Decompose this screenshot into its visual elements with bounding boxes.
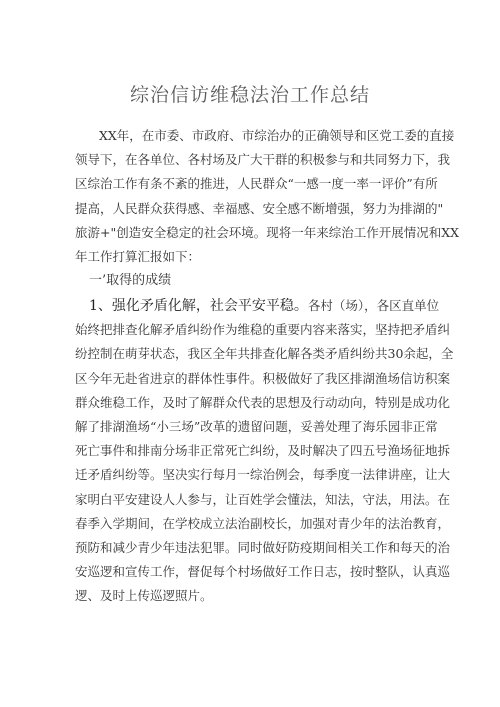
item1-line: 解了排湖渔场“小三场”改革的遗留问题，妥善处理了海乐园非正常 — [75, 419, 438, 435]
item1-line: 安巡逻和宣传工作，督促每个村场做好工作日志，按时整队，认真巡 — [75, 564, 451, 580]
item1-line: 逻、及时上传巡逻照片。 — [75, 588, 213, 604]
item1-line: 死亡事件和排南分场非正常死亡纠纷，及时解决了四五号渔场征地拆 — [75, 443, 451, 459]
item1-first-line — [75, 294, 440, 318]
intro-line: 区综治工作有条不紊的推进，人民群众“一感一度一率一评价”有所 — [75, 176, 438, 192]
intro-paragraph — [75, 124, 460, 269]
item1-line: 群众维稳工作，及时了解群众代表的思想及行动动向，特别是成功化 — [75, 394, 451, 410]
item1-line: 迁矛盾纠纷等。坚决实行每月一综治例会，每季度一法律讲座，让大 — [75, 467, 451, 483]
item1-paragraph — [75, 294, 454, 609]
item1-line: 始终把排查化解矛盾纠纷作为维稳的重要内容来落实，坚持把矛盾纠 — [75, 322, 451, 338]
intro-line: 年工作打算汇报如下： — [75, 249, 201, 265]
intro-line: 旅游+"创造安全稳定的社会环境。现将一年来综治工作开展情况和XX — [75, 224, 460, 240]
intro-line: 领导下，在各单位、各村场及广大干群的积极参与和共同努力下，我 — [75, 152, 451, 168]
item1-line: 家明白平安建设人人参与，让百姓学会懂法，知法，守法，用法。在 — [75, 491, 451, 507]
item1-line: 预防和减少青少年违法犯罪。同时做好防疫期间相关工作和每天的治 — [75, 540, 451, 556]
item1-line: 区今年无赴省进京的群体性事件。积极做好了我区排湖渔场信访积案 — [75, 370, 451, 386]
item1-first-line-rest: 各村（场），各区直单位 — [307, 298, 440, 313]
section-heading: 一’取得的成绩 — [89, 273, 172, 288]
intro-line: XX年，在市委、市政府、市综治办的正确领导和区党工委的直接 — [99, 128, 455, 143]
item1-line: 纷控制在萌芽状态，我区全年共排查化解各类矛盾纠纷共30余起，全 — [75, 346, 454, 362]
item1-lead: 1、强化矛盾化解，社会平安平稳。 — [89, 298, 308, 314]
document-title: 综治信访维稳法治工作总结 — [129, 84, 370, 106]
item1-line: 春季入学期间，在学校成立法治副校长，加强对青少年的法治教育， — [75, 515, 451, 531]
intro-line: 提高，人民群众获得感、幸福感、安全感不断增强，努力为排湖的" — [75, 200, 444, 216]
